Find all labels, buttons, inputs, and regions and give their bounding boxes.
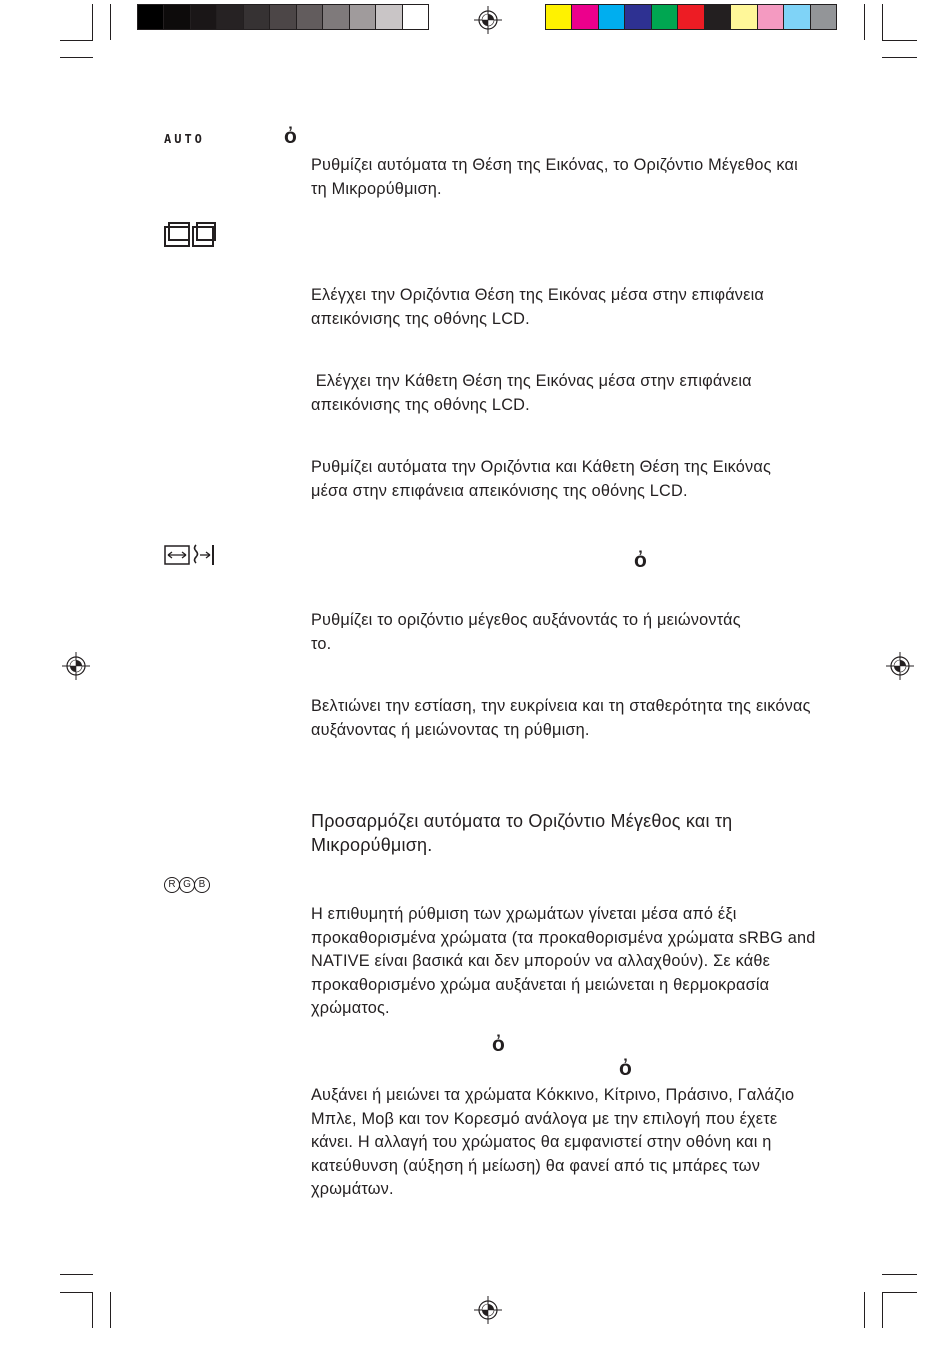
registration-mark-top [474,6,502,34]
auto-icon: AUTO [164,132,205,146]
gray-swatch [403,5,428,29]
color-swatch [731,5,757,29]
color-presets-description: Η επιθυμητή ρύθμιση των χρωμάτων γίνεται μέσα από έξι προκαθορισμένα χρώματα (τα προκαθορισμένα χρώματα sRBG and NATIVE είναι βασικά και δεν μπορούν να αλλαχθούν). Σε κάθε προκαθορισμένο χρώμα αυξάνεται ή μειώνεται η θερμοκρασία χρώματος. [311,905,816,1017]
h-size-description: Ρυθμίζει το οριζόντιο μέγεθος αυξάνοντάς το ή μειώνοντάς το. [311,611,741,653]
color-adjust-description: Αυξάνει ή μειώνει τα χρώματα Κόκκινο, Κίτρινο, Πράσινο, Γαλάζιο Μπλε, Μοβ και τον Κορεσμό ανάλογα με την επιλογή που έχετε κάνει. Η αλλαγή του χρώματος θα εμφανιστεί στην οθόνη και η κατεύθυνση (αύξηση ή μείωση) θα φανεί από τις μπάρες των χρωμάτων. [311,1086,795,1198]
h-position-description: Ελέγχει την Οριζόντια Θέση της Εικόνας μέσα στην επιφάνεια απεικόνισης της οθόνης LCD. [311,286,765,328]
registration-mark-left [62,652,90,680]
accent-glyph-3: ὀ [492,1033,505,1056]
hsize-fine-icon [164,543,218,567]
rgb-icon [164,877,210,893]
gray-swatch [164,5,190,29]
gray-swatch [217,5,243,29]
gray-swatch [244,5,270,29]
position-icon [164,222,218,248]
color-swatch [705,5,731,29]
rgb-icon-g: G [179,877,195,893]
accent-glyph-1: ὀ [284,125,297,148]
gray-swatch [350,5,376,29]
color-swatch [625,5,651,29]
color-swatch [784,5,810,29]
gray-swatch [270,5,296,29]
auto-adjust-description: Ρυθμίζει αυτόματα τη Θέση της Εικόνας, το Οριζόντιο Μέγεθος και τη Μικρορύθμιση. [311,156,798,198]
color-swatch [758,5,784,29]
gray-swatch [297,5,323,29]
gray-swatch [138,5,164,29]
auto-fine-description: Προσαρμόζει αυτόματα το Οριζόντιο Μέγεθος και τη Μικρορύθμιση. [311,811,733,855]
gray-swatch [323,5,349,29]
color-swatch [652,5,678,29]
color-swatch [678,5,704,29]
color-calibration-bar [545,4,837,30]
v-position-description: Ελέγχει την Κάθετη Θέση της Εικόνας μέσα στην επιφάνεια απεικόνισης της οθόνης LCD. [311,372,757,414]
color-swatch [572,5,598,29]
accent-glyph-4: ὀ [619,1057,632,1080]
color-swatch [599,5,625,29]
color-swatch [811,5,836,29]
fine-description: Βελτιώνει την εστίαση, την ευκρίνεια και τη σταθερότητα της εικόνας αυξάνοντας ή μειώνοντας τη ρύθμιση. [311,697,811,739]
rgb-icon-b: B [194,877,210,893]
grayscale-calibration-bar [137,4,429,30]
rgb-icon-r: R [164,877,180,893]
color-swatch [546,5,572,29]
registration-mark-bottom [474,1296,502,1324]
gray-swatch [376,5,402,29]
accent-glyph-2: ὀ [634,549,647,572]
registration-mark-right [886,652,914,680]
auto-position-description: Ρυθμίζει αυτόματα την Οριζόντια και Κάθετη Θέση της Εικόνας μέσα στην επιφάνεια απεικόνισης της οθόνης LCD. [311,458,772,500]
gray-swatch [191,5,217,29]
